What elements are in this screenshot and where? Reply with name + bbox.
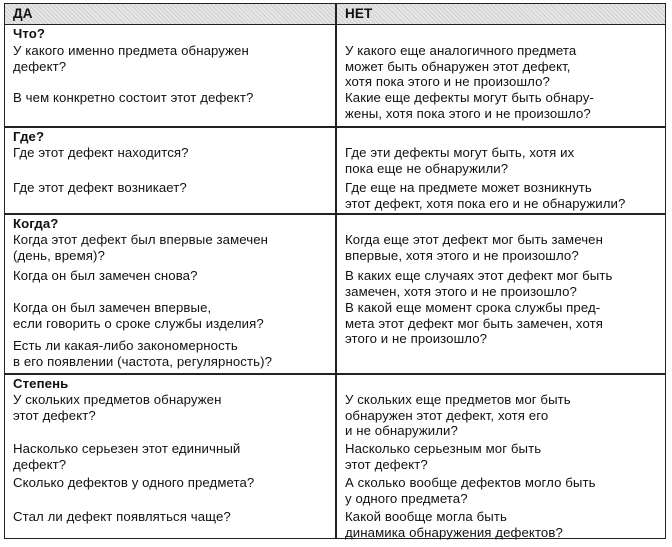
yes-cell: Когда этот дефект был впервые замечен (день, время)? (13, 232, 269, 263)
section-divider (5, 126, 665, 128)
no-cell: Когда еще этот дефект мог быть замечен впервые, хотя этого и не произошло? (345, 232, 603, 263)
yes-cell: В чем конкретно состоит этот дефект? (13, 90, 254, 105)
section-divider (5, 213, 665, 215)
no-cell: В каких еще случаях этот дефект мог быть замечен, хотя этого и не произошло? (345, 268, 613, 299)
section-title: Степень (13, 376, 69, 391)
section-divider (5, 373, 665, 375)
yes-cell: У скольких предметов обнаружен этот дефект? (13, 392, 222, 423)
header-no: НЕТ (345, 6, 373, 21)
no-cell: Где эти дефекты могут быть, хотя их пока еще не обнаружили? (345, 145, 575, 176)
no-cell: У скольких еще предметов мог быть обнаружен этот дефект, хотя его и не обнаружили? (345, 392, 571, 439)
column-divider (335, 4, 337, 538)
no-cell: Какой вообще могла быть динамика обнаружения дефектов? (345, 509, 563, 540)
yes-cell: У какого именно предмета обнаружен дефект? (13, 43, 249, 74)
no-cell: Какие еще дефекты могут быть обнару- жены, хотя пока этого и не произошло? (345, 90, 594, 121)
header-yes: ДА (13, 6, 33, 21)
yes-cell: Где этот дефект возникает? (13, 180, 187, 195)
yes-cell: Есть ли какая-либо закономерность в его появлении (частота, регулярность)? (13, 338, 273, 369)
no-cell: А сколько вообще дефектов могло быть у одного предмета? (345, 475, 596, 506)
yes-cell: Где этот дефект находится? (13, 145, 189, 160)
section-title: Когда? (13, 216, 59, 231)
comparison-table (4, 3, 666, 539)
yes-cell: Стал ли дефект появляться чаще? (13, 509, 231, 524)
no-cell: В какой еще момент срока службы пред- мета этот дефект мог быть замечен, хотя этого и не произошло? (345, 300, 603, 347)
document-page (4, 3, 668, 541)
no-cell: У какого еще аналогичного предмета может быть обнаружен этот дефект, хотя пока этого и не произошло? (345, 43, 577, 90)
yes-cell: Сколько дефектов у одного предмета? (13, 475, 255, 490)
yes-cell: Когда он был замечен снова? (13, 268, 198, 283)
section-title: Что? (13, 26, 46, 41)
no-cell: Насколько серьезным мог быть этот дефект? (345, 441, 542, 472)
yes-cell: Насколько серьезен этот единичный дефект? (13, 441, 241, 472)
no-cell: Где еще на предмете может возникнуть этот дефект, хотя пока его и не обнаружили? (345, 180, 626, 211)
section-title: Где? (13, 129, 45, 144)
yes-cell: Когда он был замечен впервые, если говорить о сроке службы изделия? (13, 300, 264, 331)
